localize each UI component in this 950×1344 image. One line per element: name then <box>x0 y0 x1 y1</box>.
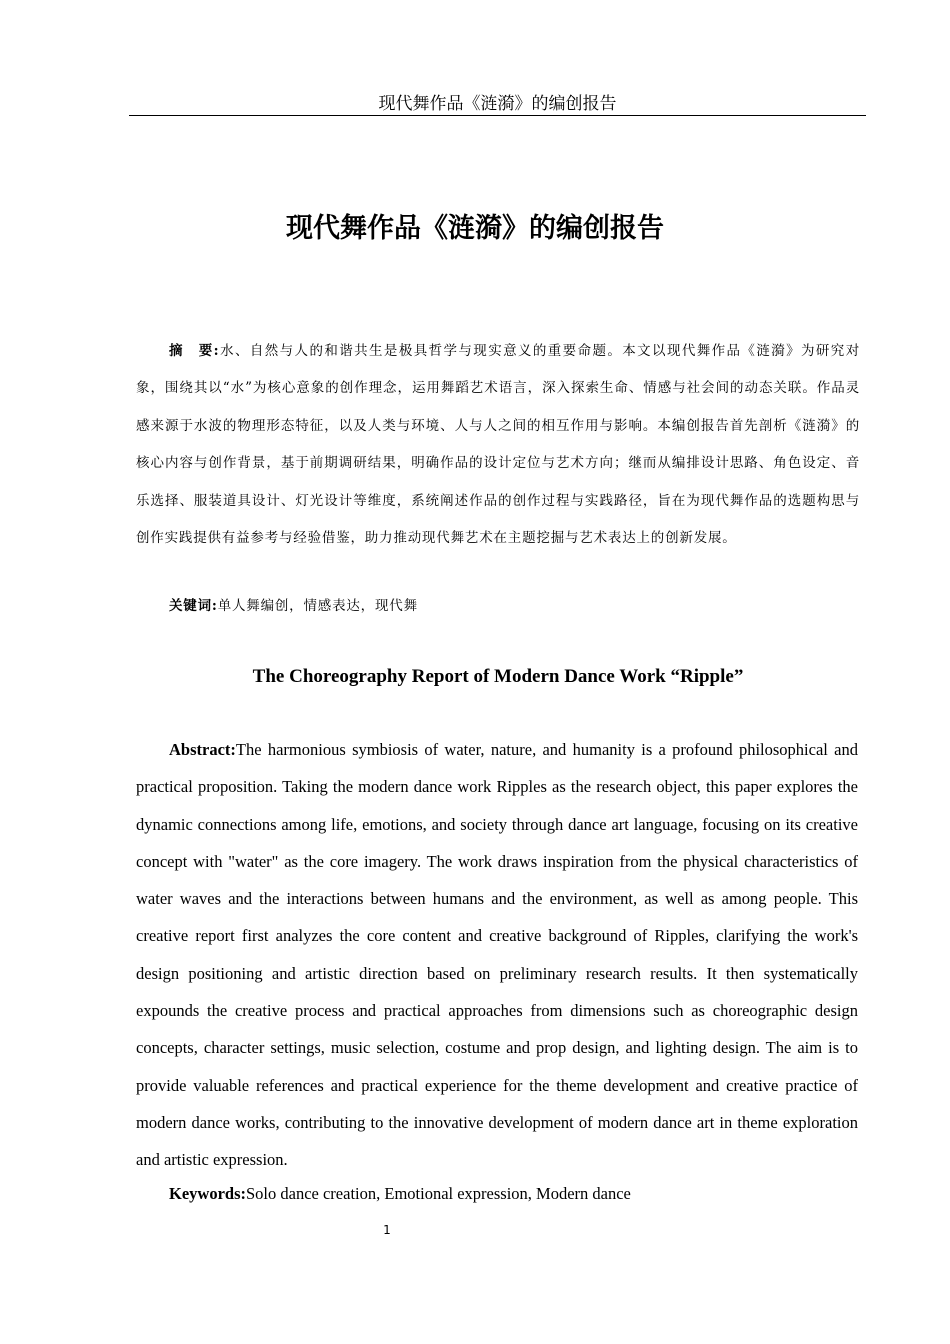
chinese-keywords <box>136 591 860 621</box>
page-number: 1 <box>383 1223 391 1237</box>
english-abstract-label: Abstract: <box>169 740 236 759</box>
english-abstract-text: The harmonious symbiosis of water, nature, and humanity is a profound philosophical and practical proposition. Taking the modern dance work Ripples as the research object, this paper explores the dynamic connections among life, emotions, and society through dance art language, focusing on its creative concept with "water" as the core imagery. The work draws inspiration from the physical characteristics of water waves and the interactions between humans and the environment, as well as among people. This creative report first analyzes the core content and creative background of Ripples, clarifying the work's design positioning and artistic direction based on preliminary research results. It then systematically expounds the creative process and practical approaches from dimensions such as choreographic design concepts, character settings, music selection, costume and prop design, and lighting design. The aim is to provide valuable references and practical experience for the theme development and creative practice of modern dance works, contributing to the innovative development of modern dance art in theme exploration and artistic expression. <box>136 740 858 1170</box>
chinese-keywords-label: 关键词: <box>169 598 218 614</box>
chinese-abstract-label: 摘 要: <box>169 343 220 359</box>
english-keywords <box>136 1180 858 1208</box>
header-divider <box>129 115 866 116</box>
english-keywords-label: Keywords: <box>169 1184 246 1203</box>
english-abstract <box>136 731 858 1179</box>
chinese-title: 现代舞作品《涟漪》的编创报告 <box>286 213 664 244</box>
chinese-abstract <box>136 333 860 557</box>
english-title: The Choreography Report of Modern Dance Work “Ripple” <box>252 666 744 687</box>
chinese-abstract-text: 水、自然与人的和谐共生是极具哲学与现实意义的重要命题。本文以现代舞作品《涟漪》为研究对象，围绕其以“水”为核心意象的创作理念，运用舞蹈艺术语言，深入探索生命、情感与社会间的动态关联。作品灵感来源于水波的物理形态特征，以及人类与环境、人与人之间的相互作用与影响。本编创报告首先剖析《涟漪》的核心内容与创作背景，基于前期调研结果，明确作品的设计定位与艺术方向；继而从编排设计思路、角色设定、音乐选择、服装道具设计、灯光设计等维度，系统阐述作品的创作过程与实践路径，旨在为现代舞作品的选题构思与创作实践提供有益参考与经验借鉴，助力推动现代舞艺术在主题挖掘与艺术表达上的创新发展。 <box>136 343 861 547</box>
running-header: 现代舞作品《涟漪》的编创报告 <box>378 94 617 114</box>
english-keywords-text: Solo dance creation, Emotional expression, Modern dance <box>246 1184 631 1203</box>
chinese-keywords-text: 单人舞编创，情感表达，现代舞 <box>217 598 418 614</box>
